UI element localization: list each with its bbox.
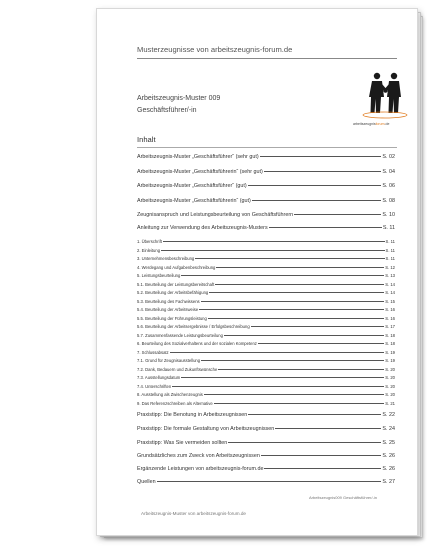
header-title: Musterzeugnisse von arbeitszeugnis-forum.de xyxy=(137,45,293,54)
toc-subentry: 2. Einleitung S. 11 xyxy=(137,247,395,253)
toc-subentry: 3. Unternehmensbeschreibung S. 11 xyxy=(137,256,395,261)
handshake-icon xyxy=(355,67,415,125)
toc-entry: Zeugnisanspruch und Leistungsbeurteilung von Geschäftsführern S. 10 xyxy=(137,212,395,218)
toc-subentry: 7. Schlussabsatz S. 19 xyxy=(137,349,395,355)
toc-subentry: 7.4. Unterschriften S. 20 xyxy=(137,383,395,389)
document-title: Arbeitszeugnis-Muster 009 xyxy=(137,95,221,102)
document-page xyxy=(96,8,418,536)
toc-entry: Grundsätzliches zum Zweck von Arbeitszeugnissen S. 26 xyxy=(137,453,395,459)
toc-entry: Praxistipp: Die Benotung in Arbeitszeugnissen S. 22 xyxy=(137,412,395,418)
toc-subentry: 5.1. Beurteilung der Leistungsbereitschaft S. 14 xyxy=(137,281,395,287)
toc-entry: Praxistipp: Die formale Gestaltung von Arbeitszeugnissen S. 24 xyxy=(137,426,395,432)
toc-subentry: 4. Werdegang und Aufgabenbeschreibung S. 12 xyxy=(137,264,395,270)
toc-subentry: 5.3. Beurteilung des Fachwissens S. 15 xyxy=(137,298,395,304)
toc-subentry: 7.3. Ausstellungsdatum S. 20 xyxy=(137,375,395,380)
toc-subentry: 8. Ausstellung als Zwischenzeugnis S. 20 xyxy=(137,392,395,397)
logo-caption: arbeitszeugnisforum.de xyxy=(353,122,390,126)
contents-divider xyxy=(137,147,397,148)
toc-entry: Anleitung zur Verwendung des Arbeitszeugnis-Musters S. 11 xyxy=(137,225,395,231)
document-subtitle: Geschäftsführer/-in xyxy=(137,107,197,114)
toc-subentry: 5.4. Beurteilung der Arbeitsweise S. 16 xyxy=(137,307,395,312)
toc-subentry: 7.2. Dank, Bedauern und Zukunftswünsche S. 20 xyxy=(137,366,395,372)
toc-entry: Arbeitszeugnis-Muster „Geschäftsführer“ (sehr gut) S. 02 xyxy=(137,154,395,160)
toc-subentry: 7.1. Grund für Zeugnisausstellung S. 19 xyxy=(137,358,395,363)
toc-subentry: 5.5. Beurteilung der Führungsleistung S. 16 xyxy=(137,315,395,321)
toc-subentry: 9. Das Referenzschreiben als Alternative S. 21 xyxy=(137,400,395,406)
toc-subentry: 5.2. Beurteilung der Arbeitsbefähigung S. 14 xyxy=(137,290,395,295)
toc-subentry: 5. Leistungsbeurteilung S. 13 xyxy=(137,273,395,278)
toc-subentry: 6. Beurteilung des Sozialverhaltens und der sozialen Kompetenz S. 18 xyxy=(137,341,395,346)
toc-subentry: 5.6. Beurteilung der Arbeitsergebnisse / Erfolgsbeschreibung S. 17 xyxy=(137,324,395,329)
header-divider xyxy=(137,58,397,59)
footer-document-id: Arbeitszeugnis009 Geschäftsführer/-in xyxy=(309,495,378,500)
toc-entry: Ergänzende Leistungen von arbeitszeugnis-forum.de S. 26 xyxy=(137,466,395,472)
toc-entry: Praxistipp: Was Sie vermeiden sollten S. 25 xyxy=(137,440,395,446)
toc-entry: Arbeitszeugnis-Muster „Geschäftsführerin“ (sehr gut) S. 04 xyxy=(137,169,395,175)
toc-subentry: 1. Überschrift S. 11 xyxy=(137,239,395,244)
toc-subentry: 5.7. Zusammenfassende Leistungsbeurteilung S. 18 xyxy=(137,332,395,338)
toc-entry: Arbeitszeugnis-Muster „Geschäftsführerin“ (gut) S. 08 xyxy=(137,198,395,204)
contents-heading: Inhalt xyxy=(137,135,156,144)
footer-source: Arbeitszeugnis-Muster von arbeitszeugnis-forum.de xyxy=(141,511,246,516)
toc-entry: Quellen S. 27 xyxy=(137,479,395,485)
toc-entry: Arbeitszeugnis-Muster „Geschäftsführer“ (gut) S. 06 xyxy=(137,183,395,189)
